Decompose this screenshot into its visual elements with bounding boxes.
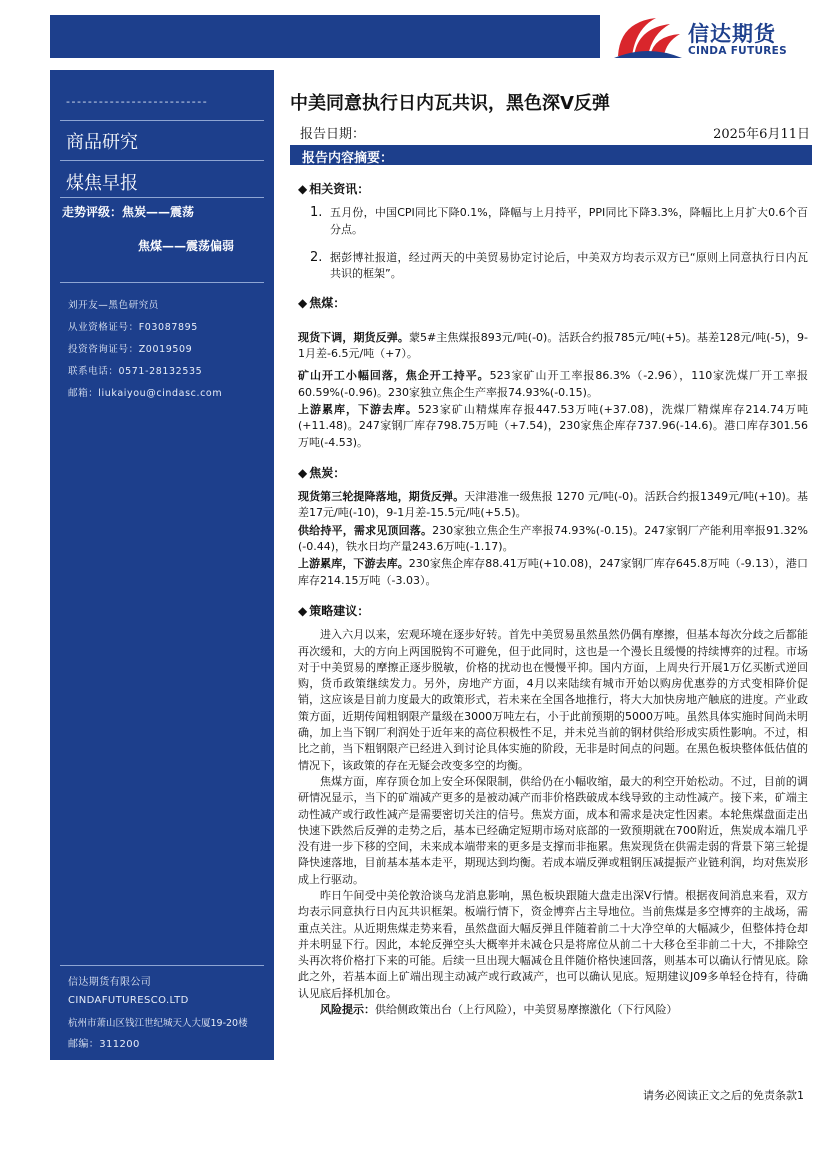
trend-rating-coke: 走势评级：焦炭——震荡 [62, 205, 195, 219]
analyst-consulting-license: 投资咨询证号：Z0019509 [68, 344, 193, 355]
coke-heading: ◆ 焦炭： [298, 465, 346, 480]
company-postcode: 邮编：311200 [68, 1039, 140, 1050]
sidebar-divider [60, 120, 264, 121]
strategy-paragraph: 焦煤方面，库存顶仓加上安全环保限制，供给仍在小幅收缩，最大的利空开始松动。不过，目前的调研情况显示，当下的矿端减产更多的是被动减产而非价格跌破成本线导致的主动性减产。接下来，矿端主动性减产或行政性减产是需要密切关注的信号。焦炭方面，成本和需求是决定性因素。本轮焦煤盘面走出快速下跌然后反弹的走势之后，基本已经确定短期市场对底部的一致预期就在700附近，焦炭成本端几乎没有进一步下移的空间，未来成本端带来的更多是支撑而非拖累。焦炭现货在供需走弱的背景下第三轮提降快速落地，目前基本基本走平，期现达到均衡。若成本端反弹或粗钢压减提振产业链利润，均对焦炭形成上行驱动。 [298, 774, 808, 886]
report-content [298, 168, 808, 1018]
coking-coal-operation-paragraph: 矿山开工小幅回落，焦企开工持平。523家矿山开工率报86.3%（-2.96），110家洗煤厂开工率报60.59%(-0.96)。230家独立焦企生产率报74.93%(-0.15)。 [298, 369, 808, 399]
news-item: 1. 五月份，中国CPI同比下降0.1%，降幅与上月持平，PPI同比下降3.3%，降幅比上月扩大0.6个百分点。 [310, 205, 808, 236]
logo-english-name: CINDA FUTURES [688, 45, 788, 57]
cinda-logo-icon [612, 14, 684, 60]
trend-rating-coking-coal: 焦煤——震荡偏弱 [138, 239, 235, 253]
coking-coal-heading: ◆ 焦煤： [298, 296, 346, 311]
company-name: 信达期货有限公司 [68, 977, 152, 988]
coke-price-paragraph: 现货第三轮提降落地，期货反弹。天津港准一级焦报 1270 元/吨(-0)。活跃合约报1349元/吨(+10)。基差17元/吨(-10)，9-1月差-15.5元/吨(+5.5)。 [298, 490, 809, 520]
strategy-paragraph: 昨日午间受中美伦敦洽谈乌龙消息影响，黑色板块跟随大盘走出深V行情。根据夜间消息来看，双方均表示同意执行日内瓦共识框架。板端行情下，资金博弈占主导地位。当前焦煤是多空博弈的主战场，需重点关注。从近期焦煤走势来看，虽然盘面大幅反弹且伴随着前二十大净空单的大幅减少，但整体持仓却并未明显下行。因此，本轮反弹空头大概率并未减仓只是将席位从前二十大移仓至非前二十大，不排除空头再次将价格打下来的可能。后续一旦出现大幅减仓且伴随价格快速回落，则基本可以确认行情见底。除此之外，若基本面上矿端出现主动减产或行政减产，也可以确认见底。短期建议J09多单轻仓持有，待确认见底后择机加仓。 [298, 888, 808, 1000]
analyst-email[interactable]: 邮箱：liukaiyou@cindasc.com [68, 388, 223, 399]
sidebar [50, 70, 274, 1060]
report-title: 中美同意执行日内瓦共识，黑色深V反弹 [290, 93, 610, 114]
logo-chinese-name: 信达期货 [688, 22, 776, 46]
sidebar-divider [60, 197, 264, 198]
diamond-bullet-icon: ◆ [298, 182, 308, 196]
diamond-bullet-icon: ◆ [298, 296, 308, 311]
report-date-value: 2025年6月11日 [713, 127, 810, 142]
analyst-name: 刘开友—黑色研究员 [68, 300, 159, 311]
news-heading: ◆ 相关资讯： [298, 182, 370, 196]
sidebar-divider [60, 282, 264, 283]
coking-coal-inventory-paragraph: 上游累库，下游去库。523家矿山精煤库存报447.53万吨(+37.08)，洗煤厂精煤库存214.74万吨(+11.48)。247家钢厂库存798.75万吨（+7.54)，230家焦企库存737.96(-14.6)。港口库存301.56万吨(-4.53)。 [298, 402, 808, 449]
coking-coal-price-paragraph: 现货下调，期货反弹。蒙5#主焦煤报893元/吨(-0)。活跃合约报785元/吨(+5)。基差128元/吨(-5)，9-1月差-6.5元/吨（+7）。 [298, 330, 809, 361]
sidebar-divider [60, 160, 264, 161]
coke-supply-paragraph: 供给持平，需求见顶回落。230家独立焦企生产率报74.93%(-0.15)。247家钢厂产能利用率报91.32%(-0.44)，铁水日均产量243.6万吨(-1.17)。 [298, 523, 809, 554]
news-item: 2. 据彭博社报道，经过两天的中美贸易协定讨论后，中美双方均表示双方已“原则上同意执行日内瓦共识的框架”。 [310, 249, 808, 281]
sidebar-dash-line: -------------------------- [66, 95, 209, 108]
report-date-label: 报告日期： [300, 127, 366, 142]
diamond-bullet-icon: ◆ [298, 465, 308, 480]
sidebar-divider [60, 965, 264, 966]
header-bar [50, 15, 600, 58]
analyst-qualification: 从业资格证号：F03087895 [68, 322, 198, 333]
report-category: 商品研究 [66, 132, 138, 153]
risk-warning: 风险提示：供给侧政策出台（上行风险），中美贸易摩擦激化（下行风险） [320, 1003, 678, 1017]
company-logo [612, 14, 802, 60]
abstract-header [290, 145, 812, 165]
company-address: 杭州市萧山区钱江世纪城天人大厦19-20楼 [68, 1018, 248, 1029]
coke-inventory-paragraph: 上游累库，下游去库。230家焦企库存88.41万吨(+10.08)，247家钢厂库存645.8万吨（-9.13），港口库存214.15万吨（-3.03）。 [298, 557, 808, 587]
diamond-bullet-icon: ◆ [298, 603, 308, 618]
company-website: CINDAFUTURESCO.LTD [68, 995, 189, 1006]
abstract-label: 报告内容摘要： [302, 151, 394, 166]
strategy-heading: ◆ 策略建议： [298, 603, 370, 618]
strategy-paragraph: 进入六月以来，宏观环境在逐步好转。首先中美贸易虽然虽然仍偶有摩擦，但基本每次分歧之后都能再次缓和，大的方向上两国脱钩不可避免，但于此同时，这也是一个漫长且缓慢的持续博弈的过程。市场对于中美贸易的摩擦正逐步脱敏，价格的扰动也在慢慢平抑。国内方面，上周央行开展1万亿买断式逆回购，货币政策继续发力。另外，房地产方面，4月以来陆续有城市开始以购房优惠券的方式变相降价促销，这应该是目前力度最大的政策形式，若未来在全国各地推行，将大大加快房地产触底的进度。产业政策方面，近期传闻粗钢限产量级在3000万吨左右，小于此前预期的5000万吨。虽然具体实施时间尚未明确，加上当下钢厂利润处于近年来的高位积极性不足，并未兑当前的钢材供给形成实质性影响。不过，相比之前，当下粗钢限产已经进入到讨论具体实施的阶段，无非是时间点的问题。在黑色板块整体低估值的情况下，该政策的存在无疑会改变多空的均衡。 [298, 628, 808, 772]
disclaimer-footer: 请务必阅读正文之后的免责条款1 [643, 1089, 804, 1102]
report-type: 煤焦早报 [66, 173, 138, 194]
analyst-phone: 联系电话：0571-28132535 [68, 366, 203, 377]
